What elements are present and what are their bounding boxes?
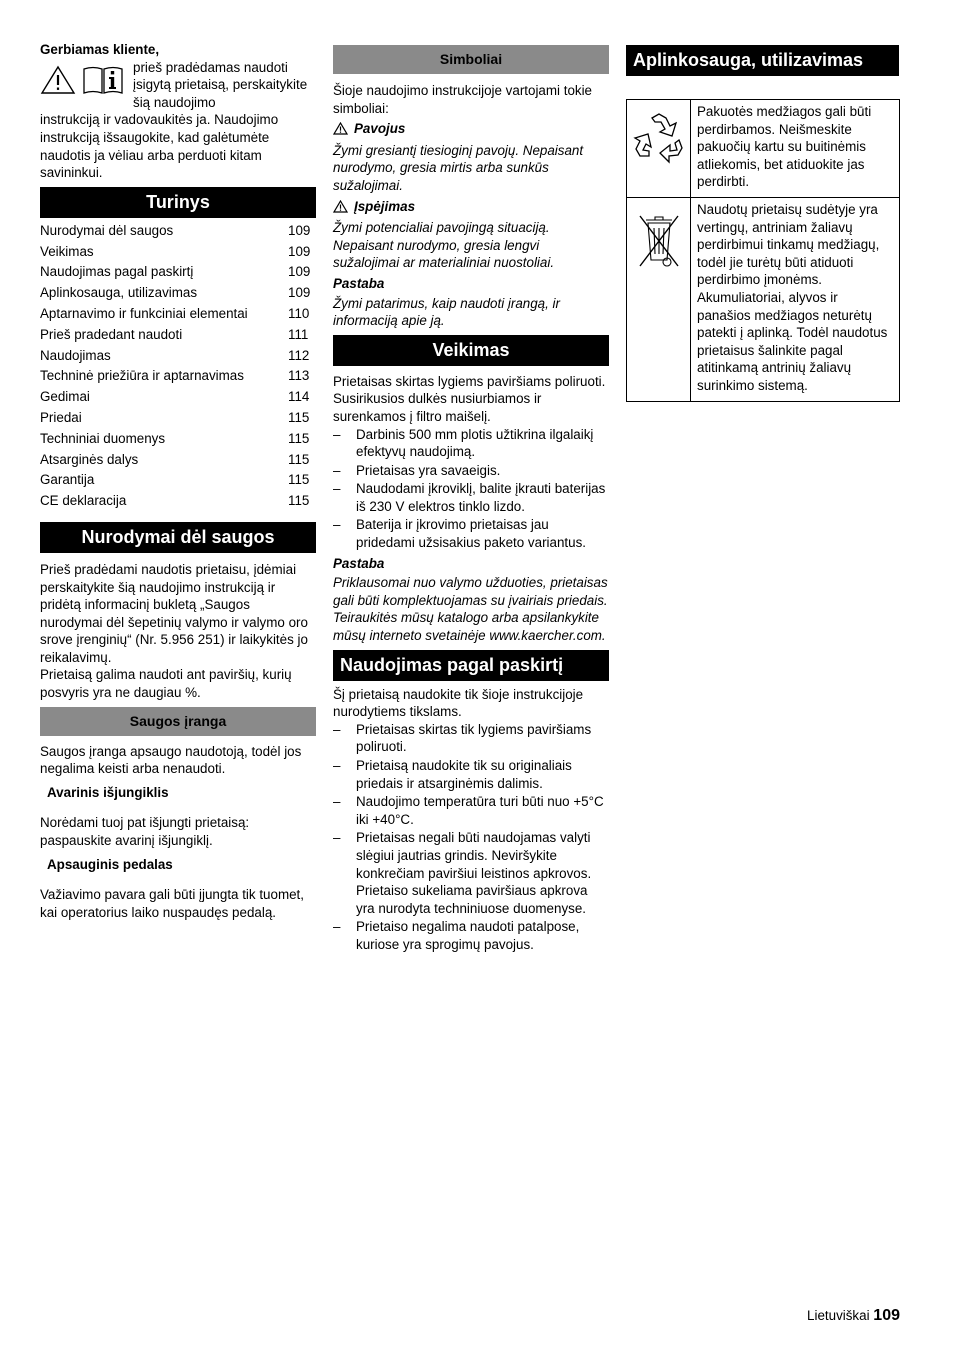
emergency-stop-heading: Avarinis išjungiklis bbox=[47, 784, 169, 800]
function-list-item: – Baterija ir įkrovimo prietaisas jau pridedami užsisakius paketo variantus. bbox=[333, 517, 586, 551]
usage-list-item: – Prietaiso negalima naudoti patalpose, kuriose yra sprogimų pavojus. bbox=[333, 919, 580, 952]
warning-text: Žymi potencialiai pavojingą situaciją. Nepaisant nurodymo, gresia lengvi sužalojimai ar materialiniai nuostoliai. bbox=[333, 220, 555, 271]
safety-equipment-text: Saugos įranga apsaugo naudotoją, todėl jos negalima keisti arba nenaudoti. bbox=[40, 743, 302, 777]
safety-pedal-text: Važiavimo pavara gali būti įjungta tik tuomet, kai operatorius laiko nuspaudęs pedalą. bbox=[40, 887, 304, 920]
toc-item[interactable]: Atsarginės dalys 115 bbox=[40, 451, 310, 467]
danger-text: Žymi gresiantį tiesioginį pavojų. Nepaisant nurodymo, gresia mirtis arba sunkūs sužalojimai. bbox=[333, 142, 584, 193]
note-text: Žymi patarimus, kaip naudoti įrangą, ir informaciją apie ją. bbox=[333, 295, 560, 329]
toc-item[interactable]: Gedimai 114 bbox=[40, 389, 310, 405]
usage-list-item: – Prietaisą naudokite tik su originaliais priedais ir atsarginėmis dalimis. bbox=[333, 758, 572, 791]
column-right bbox=[626, 40, 900, 402]
function-heading: Veikimas bbox=[333, 335, 609, 366]
warning-triangle-icon bbox=[333, 122, 348, 140]
toc-item[interactable]: Naudojimas pagal paskirtį 109 bbox=[40, 264, 311, 280]
usage-heading: Naudojimas pagal paskirtį bbox=[333, 650, 609, 681]
function-note-label: Pastaba bbox=[333, 555, 385, 571]
warning-triangle-icon bbox=[40, 65, 76, 100]
toc-item[interactable]: Techninė priežiūra ir aptarnavimas 113 bbox=[40, 368, 310, 384]
toc-list bbox=[40, 221, 316, 512]
safety-pedal-heading: Apsauginis pedalas bbox=[47, 856, 173, 872]
usage-list-item: – Prietaisas negali būti naudojamas valyti slėgiui jautrias grindis. Neviršykite konkrečiam paviršiui leistinos apkrovos. Prietaiso sukeliama paviršiaus apkrova yra nurodyta techniniuose duomenyse. bbox=[333, 830, 592, 916]
toc-item[interactable]: Aptarnavimo ir funkciniai elementai 110 bbox=[40, 305, 310, 321]
toc-item[interactable]: Prieš pradedant naudoti 111 bbox=[40, 326, 309, 342]
environment-text-disposal: Naudotų prietaisų sudėtyje yra vertingų, antriniam žaliavų perdirbimui tinkamų medžiagų, todėl jie turėtų būti atiduoti perdirbimo įmonėms. Akumuliatoriai, alyvos ir panašios medžiagos neturėtų patekti į aplinką. Todėl naudotus prietaisus šalinkite pagal atitinkamą antrinių žaliavų surinkimo sistemą. bbox=[691, 197, 900, 401]
function-list-item: – Naudodami įkroviklį, balite įkrauti baterijas iš 230 V elektros tinklo lizdo. bbox=[333, 481, 606, 514]
table-row bbox=[627, 197, 900, 401]
safety-heading: Nurodymai dėl saugos bbox=[40, 522, 316, 553]
salutation: Gerbiamas kliente, bbox=[40, 42, 160, 57]
usage-intro: Šį prietaisą naudokite tik šioje instrukcijoje nurodytiems tikslams. bbox=[333, 686, 584, 720]
emergency-stop-text: Norėdami tuoj pat išjungti prietaisą: paspauskite avarinį išjungiklį. bbox=[40, 815, 250, 849]
usage-list-item: – Prietaisas skirtas tik lygiems paviršiams poliruoti. bbox=[333, 721, 592, 755]
toc-item[interactable]: Nurodymai dėl saugos 109 bbox=[40, 222, 311, 238]
function-list-item: – Prietaisas yra savaeigis. bbox=[333, 462, 501, 478]
function-note-text: Priklausomai nuo valymo užduoties, prietaisas gali būti komplektuojamas su įvairiais priedais. Teiraukitės mūsų katalogo arba apsilankykite mūsų interneto svetainėje www.kaercher.com. bbox=[333, 575, 608, 644]
toc-item[interactable]: Garantija 115 bbox=[40, 472, 310, 488]
intro-side-text: prieš pradėdamas naudoti įsigytą prietaisą, perskaitykite šią naudojimo bbox=[133, 59, 308, 110]
note-label: Pastaba bbox=[333, 275, 385, 291]
toc-item[interactable]: Priedai 115 bbox=[40, 409, 310, 425]
environment-table bbox=[626, 99, 900, 402]
warning-triangle-icon bbox=[333, 200, 348, 218]
function-intro: Prietaisas skirtas lygiems paviršiams poliruoti. Susirikusios dulkės nusiurbiamos ir surenkamos į filtro maišelį. bbox=[333, 373, 606, 424]
safety-paragraph-2: Prietaisą galima naudoti ant paviršių, kurių posvyris yra ne daugiau %. bbox=[40, 667, 292, 701]
usage-list-item: – Naudojimo temperatūra turi būti nuo +5°C iki +40°C. bbox=[333, 794, 604, 827]
page-footer bbox=[807, 1307, 900, 1325]
toc-item[interactable]: Naudojimas 112 bbox=[40, 347, 310, 363]
safety-paragraph-1: Prieš pradėdami naudotis prietaisu, įdėmiai perskaitykite šią naudojimo instrukciją ir pridėtą informacinį bukletą „Saugos nurodymai dėl šepetinių valymo ir valymo oro srove įrenginių“ (Nr. 5.956 251) ir laikykitės jo reikalavimų. bbox=[40, 561, 308, 665]
symbols-intro: Šioje naudojimo instrukcijoje vartojami tokie simboliai: bbox=[333, 83, 593, 116]
danger-label: Pavojus bbox=[333, 120, 609, 140]
table-row bbox=[627, 100, 900, 198]
environment-heading: Aplinkosauga, utilizavimas bbox=[626, 45, 899, 76]
toc-heading: Turinys bbox=[40, 187, 316, 218]
toc-item[interactable]: CE deklaracija 115 bbox=[40, 493, 310, 509]
column-middle bbox=[333, 40, 609, 954]
symbols-heading: Simboliai bbox=[333, 45, 609, 74]
manual-info-icon bbox=[82, 65, 124, 100]
safety-equipment-heading: Saugos įranga bbox=[40, 707, 316, 736]
warning-label: Įspėjimas bbox=[333, 198, 609, 218]
intro-text: instrukciją ir vadovaukitės ja. Naudojimo instrukciją išsaugokite, kad galėtumėte naudotis ja vėliau arba perduoti kitam savininkui. bbox=[40, 112, 279, 181]
recycling-icon bbox=[632, 110, 686, 169]
toc-item[interactable]: Aplinkosauga, utilizavimas 109 bbox=[40, 285, 311, 301]
toc-item[interactable]: Veikimas 109 bbox=[40, 243, 311, 259]
toc-item[interactable]: Techniniai duomenys 115 bbox=[40, 430, 310, 446]
footer-language: Lietuviškai bbox=[807, 1308, 870, 1323]
environment-text-packaging: Pakuotės medžiagos gali būti perdirbamos. Neišmeskite pakuočių kartu su buitinėmis atliekomis, bet atiduokite jas perdirbti. bbox=[691, 100, 900, 198]
page-number: 109 bbox=[873, 1307, 900, 1324]
column-left bbox=[40, 40, 316, 921]
function-list-item: – Darbinis 500 mm plotis užtikrina ilgalaikį efektyvų naudojimą. bbox=[333, 426, 594, 460]
intro-icons bbox=[40, 59, 133, 112]
crossed-bin-icon bbox=[636, 210, 682, 275]
intro-block bbox=[40, 59, 316, 112]
